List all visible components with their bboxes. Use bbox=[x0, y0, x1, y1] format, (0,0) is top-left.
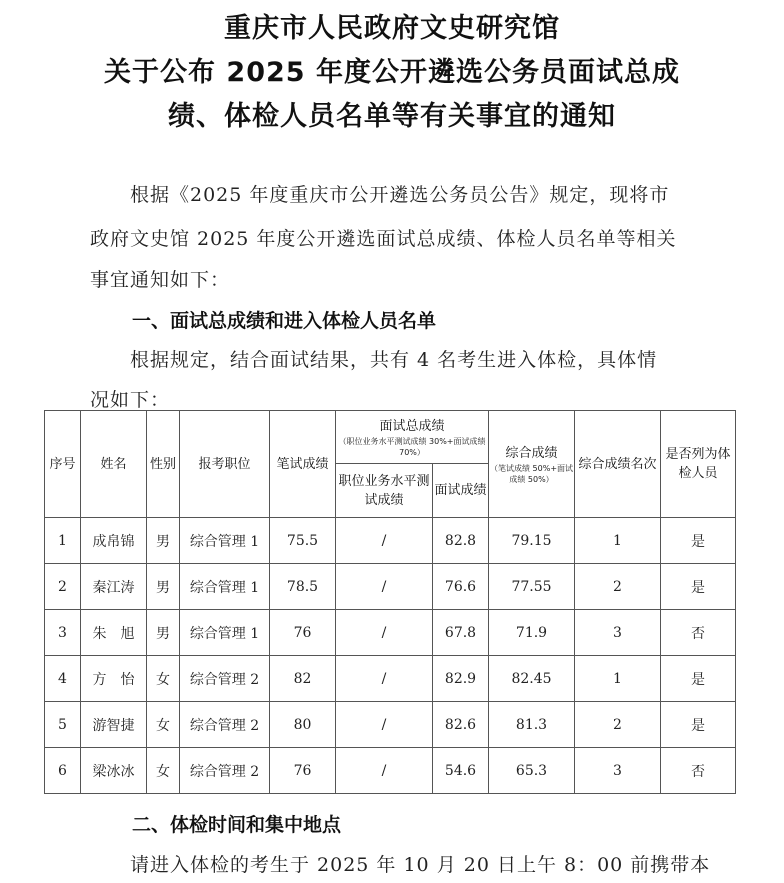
cell-skill-test-score: / bbox=[336, 610, 433, 656]
header-composite-score bbox=[489, 411, 575, 518]
cell-position: 综合管理 1 bbox=[180, 518, 270, 564]
cell-written-score: 75.5 bbox=[270, 518, 336, 564]
cell-name: 游智捷 bbox=[81, 702, 147, 748]
notice-title-line-1: 重庆市人民政府文史研究馆 bbox=[224, 13, 560, 44]
cell-composite-rank: 1 bbox=[575, 656, 661, 702]
table-row bbox=[45, 518, 736, 564]
cell-position: 综合管理 1 bbox=[180, 564, 270, 610]
cell-written-score: 78.5 bbox=[270, 564, 336, 610]
section-1-heading: 一、面试总成绩和进入体检人员名单 bbox=[132, 310, 437, 332]
table-row bbox=[45, 610, 736, 656]
cell-composite-rank: 2 bbox=[575, 702, 661, 748]
cell-name: 秦江涛 bbox=[81, 564, 147, 610]
intro-line-2-emphasis: 面试总成绩、体检人员名单 bbox=[376, 228, 617, 250]
intro-line-3: 事宜通知如下： bbox=[90, 269, 231, 291]
section-1-line-2: 况如下： bbox=[90, 389, 171, 411]
cell-composite-rank: 3 bbox=[575, 748, 661, 794]
cell-skill-test-score: / bbox=[336, 748, 433, 794]
header-no: 序号 bbox=[45, 411, 81, 518]
cell-skill-test-score: / bbox=[336, 564, 433, 610]
cell-composite-score: 71.9 bbox=[489, 610, 575, 656]
header-interview-total-note: （职位业务水平测试成绩 30%+面试成绩 70%） bbox=[338, 436, 486, 457]
cell-no: 6 bbox=[45, 748, 81, 794]
cell-physical-exam: 是 bbox=[661, 656, 736, 702]
header-composite-note: （笔试成绩 50%+面试成绩 50%） bbox=[490, 463, 574, 484]
header-composite-rank: 综合成绩名次 bbox=[575, 411, 661, 518]
cell-composite-score: 81.3 bbox=[489, 702, 575, 748]
header-composite-label: 综合成绩 bbox=[505, 445, 558, 461]
cell-interview-score: 82.8 bbox=[433, 518, 489, 564]
cell-name: 成帛锦 bbox=[81, 518, 147, 564]
cell-gender: 女 bbox=[147, 748, 180, 794]
cell-position: 综合管理 1 bbox=[180, 610, 270, 656]
cell-skill-test-score: / bbox=[336, 702, 433, 748]
cell-composite-rank: 2 bbox=[575, 564, 661, 610]
cell-written-score: 76 bbox=[270, 610, 336, 656]
cell-no: 5 bbox=[45, 702, 81, 748]
section-2-heading: 二、体检时间和集中地点 bbox=[132, 814, 342, 836]
cell-name: 梁冰冰 bbox=[81, 748, 147, 794]
cell-written-score: 82 bbox=[270, 656, 336, 702]
cell-no: 2 bbox=[45, 564, 81, 610]
scores-table-body bbox=[45, 518, 736, 794]
table-row bbox=[45, 702, 736, 748]
cell-written-score: 76 bbox=[270, 748, 336, 794]
header-position: 报考职位 bbox=[180, 411, 270, 518]
cell-interview-score: 76.6 bbox=[433, 564, 489, 610]
cell-physical-exam: 是 bbox=[661, 518, 736, 564]
cell-physical-exam: 是 bbox=[661, 702, 736, 748]
cell-skill-test-score: / bbox=[336, 656, 433, 702]
section-1-line-1: 根据规定，结合面试结果，共有 4 名考生进入体检，具体情 bbox=[130, 349, 658, 371]
cell-position: 综合管理 2 bbox=[180, 656, 270, 702]
cell-composite-score: 79.15 bbox=[489, 518, 575, 564]
notice-title-line-2: 关于公布 2025 年度公开遴选公务员面试总成 bbox=[104, 57, 680, 88]
cell-gender: 男 bbox=[147, 610, 180, 656]
cell-position: 综合管理 2 bbox=[180, 748, 270, 794]
cell-written-score: 80 bbox=[270, 702, 336, 748]
header-interview-score: 面试成绩 bbox=[433, 464, 489, 518]
header-gender: 性别 bbox=[147, 411, 180, 518]
cell-interview-score: 82.6 bbox=[433, 702, 489, 748]
cell-gender: 男 bbox=[147, 564, 180, 610]
intro-line-2-start: 政府文史馆 2025 年度公开遴选 bbox=[90, 228, 377, 250]
header-interview-total bbox=[336, 411, 489, 464]
cell-name: 朱 旭 bbox=[81, 610, 147, 656]
cell-interview-score: 67.8 bbox=[433, 610, 489, 656]
cell-gender: 男 bbox=[147, 518, 180, 564]
cell-composite-score: 82.45 bbox=[489, 656, 575, 702]
intro-line-1: 根据《2025 年度重庆市公开遴选公务员公告》规定，现将市 bbox=[130, 184, 670, 206]
table-row bbox=[45, 748, 736, 794]
cell-composite-score: 65.3 bbox=[489, 748, 575, 794]
cell-composite-rank: 3 bbox=[575, 610, 661, 656]
header-name: 姓名 bbox=[81, 411, 147, 518]
intro-line-2-end: 等相关 bbox=[616, 228, 677, 250]
header-written-score: 笔试成绩 bbox=[270, 411, 336, 518]
cell-gender: 女 bbox=[147, 702, 180, 748]
header-physical-exam: 是否列为体检人员 bbox=[661, 411, 736, 518]
table-row bbox=[45, 564, 736, 610]
section-2-line-1: 请进入体检的考生于 2025 年 10 月 20 日上午 8：00 前携带本 bbox=[130, 854, 711, 876]
table-row bbox=[45, 656, 736, 702]
cell-skill-test-score: / bbox=[336, 518, 433, 564]
cell-no: 3 bbox=[45, 610, 81, 656]
notice-title-line-3: 绩、体检人员名单等有关事宜的通知 bbox=[168, 101, 616, 132]
cell-no: 4 bbox=[45, 656, 81, 702]
cell-interview-score: 82.9 bbox=[433, 656, 489, 702]
cell-composite-rank: 1 bbox=[575, 518, 661, 564]
cell-physical-exam: 否 bbox=[661, 610, 736, 656]
cell-physical-exam: 是 bbox=[661, 564, 736, 610]
cell-position: 综合管理 2 bbox=[180, 702, 270, 748]
header-interview-total-label: 面试总成绩 bbox=[379, 418, 445, 434]
cell-gender: 女 bbox=[147, 656, 180, 702]
scores-table bbox=[44, 410, 736, 794]
cell-composite-score: 77.55 bbox=[489, 564, 575, 610]
cell-no: 1 bbox=[45, 518, 81, 564]
intro-line-2 bbox=[90, 224, 676, 251]
cell-name: 方 怡 bbox=[81, 656, 147, 702]
cell-physical-exam: 否 bbox=[661, 748, 736, 794]
cell-interview-score: 54.6 bbox=[433, 748, 489, 794]
header-skill-test-score: 职位业务水平测试成绩 bbox=[336, 464, 433, 518]
